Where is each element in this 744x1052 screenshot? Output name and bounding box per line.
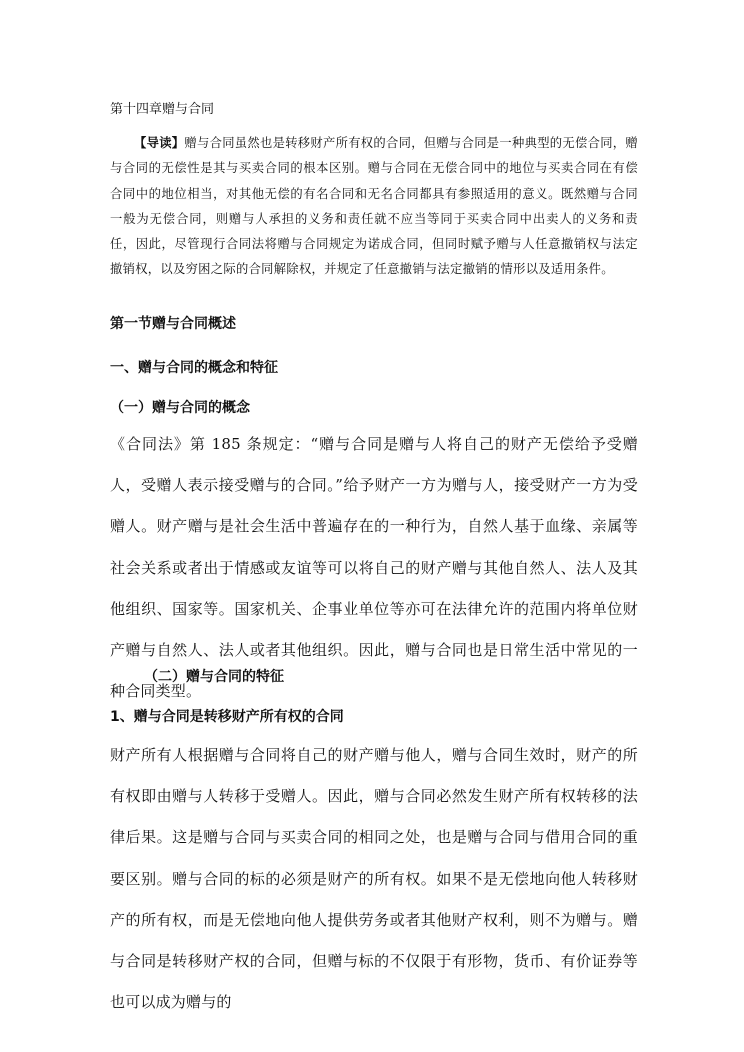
feature1-paragraph: 财产所有人根据赠与合同将自己的财产赠与他人，赠与合同生效时，财产的所有权即由赠与人转移于受赠人。因此，赠与合同必然发生财产所有权转移的法律后果。这是赠与合同与买卖合同的相同之处，也是赠与合同与借用合同的重要区别。赠与合同的标的必须是财产的所有权。如果不是无偿地向他人转移财产的所有权，而是无偿地向他人提供劳务或者其他财产权利，则不为赠与。赠与合同是转移财产权的合同，但赠与标的不仅限于有形物，货币、有价证券等也可以成为赠与的 <box>110 746 638 1012</box>
section-title: 第一节赠与合同概述 <box>110 316 236 332</box>
features-heading: （二）赠与合同的特征 <box>144 669 284 685</box>
concept-paragraph: 《合同法》第 185 条规定：“赠与合同是赠与人将自己的财产无偿给予受赠人，受赠人表示接受赠与的合同。”给予财产一方为赠与人，接受财产一方为受赠人。财产赠与是社会生活中普遍存在的一种行为，自然人基于血缘、亲属等社会关系或者出于情感或友谊等可以将自己的财产赠与其他自然人、法人及其他组织、国家等。国家机关、企事业单位等亦可在法律允许的范围内将单位财产赠与自然人、法人或者其他组织。因此，赠与合同也是日常生活中常见的一种合同类型。 <box>110 435 638 701</box>
concept-heading: （一）赠与合同的概念 <box>110 400 250 416</box>
intro-lead-label: 【导读】 <box>134 135 185 150</box>
feature1-heading: 1、赠与合同是转移财产所有权的合同 <box>110 709 344 725</box>
intro-text: 赠与合同虽然也是转移财产所有权的合同，但赠与合同是一种典型的无偿合同，赠与合同的无偿性是其与买卖合同的根本区别。赠与合同在无偿合同中的地位与买卖合同在有偿合同中的地位相当，对其他无偿的有名合同和无名合同都具有参照适用的意义。既然赠与合同一般为无偿合同，则赠与人承担的义务和责任就不应当等同于买卖合同中出卖人的义务和责任，因此，尽管现行合同法将赠与合同规定为诺成合同，但同时赋予赠与人任意撤销权与法定撤销权，以及穷困之际的合同解除权，并规定了任意撤销与法定撤销的情形以及适用条件。 <box>110 136 638 277</box>
subsection-title: 一、赠与合同的概念和特征 <box>110 360 278 376</box>
intro-paragraph <box>110 130 638 283</box>
chapter-title: 第十四章赠与合同 <box>110 102 215 117</box>
